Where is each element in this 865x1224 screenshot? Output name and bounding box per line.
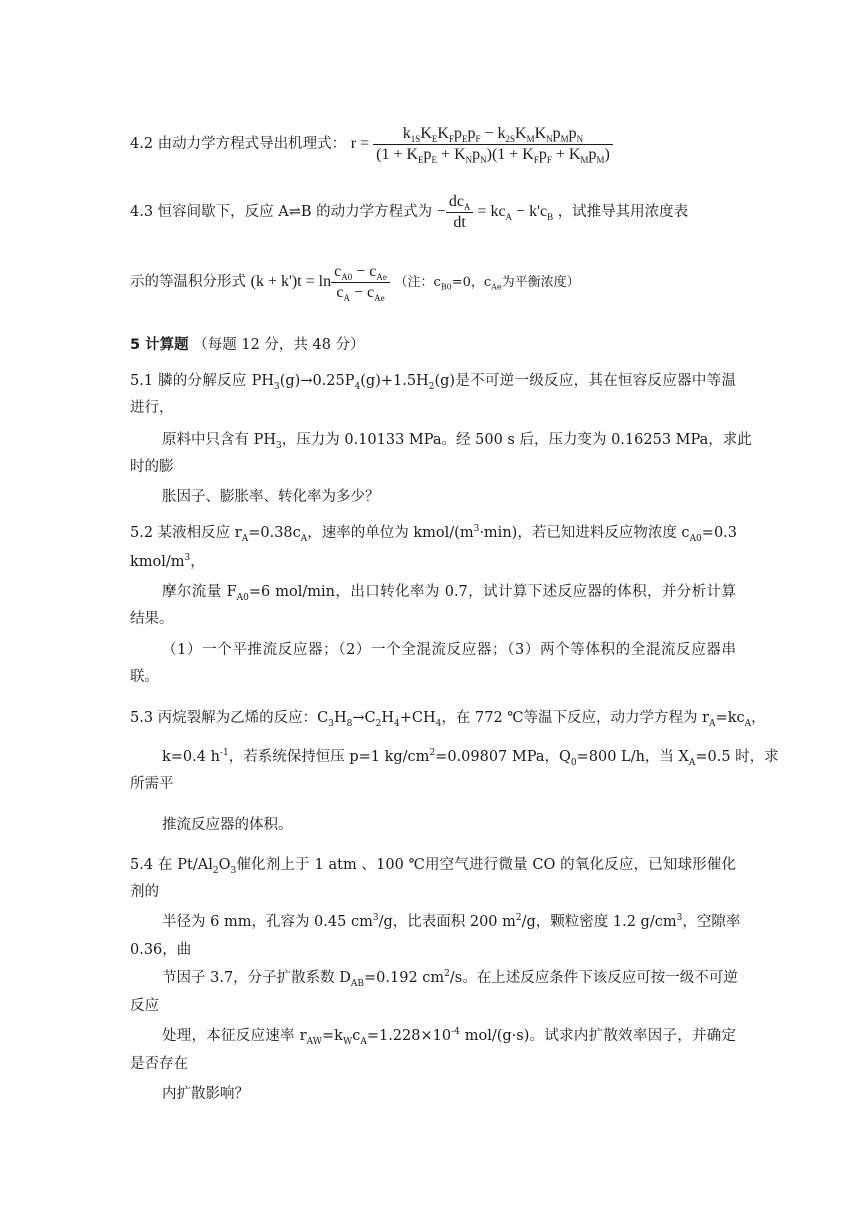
q54-line-5: 节因子 3.7，分子扩散系数 $D_{AB}=0.192$ $cm^2/s$。在上述反应条件下该反应可按一级不可逆 bbox=[162, 969, 738, 989]
q51-line-5: 胀因子、膨胀率、转化率为多少？ bbox=[162, 489, 380, 505]
q54-line-7: 处理，本征反应速率 $r_{AW}=k_Wc_A=1.228\times 10^{-4}$ mol/(g·s)。试求内扩散效率因子，并确定 bbox=[162, 1027, 736, 1047]
q54-line-2: 剂的 bbox=[130, 884, 159, 900]
q54-line-4: 0.36，曲 bbox=[130, 942, 192, 958]
q53-line-4: 推流反应器的体积。 bbox=[162, 817, 293, 833]
q54-line-3: 半径为 6 mm，孔容为 0.45 $cm^3/g$，比表面积 200 $m^2/g$，颗粒密度 1.2 $g/cm^3$，空隙率 bbox=[162, 913, 741, 930]
q52-line-1: 5.2 某液相反应 $r_A=0.38c_A$，速率的单位为 kmol/$(m^3\cdot\min)$，若已知进料反应物浓度 $c_{A0}=0.3$ bbox=[130, 524, 738, 544]
section5-subtitle: （每题 12 分，共 48 分） bbox=[193, 337, 365, 353]
section5-title: 5 计算题 bbox=[130, 337, 189, 353]
q43-tail: ，试推导其用浓度表 bbox=[557, 204, 689, 221]
q42-fraction bbox=[373, 124, 613, 165]
q42-lhs: r = bbox=[350, 135, 370, 153]
q51-line-4: 时的膨 bbox=[130, 459, 174, 475]
q52-line-2: kmol/$m^3$， bbox=[130, 553, 205, 570]
q54-line-6: 反应 bbox=[130, 998, 159, 1014]
q43-integral-form: (k + k')t = ln $\frac{c_{A0} - c_{Ae}}{c_A - c_{Ae}}$ bbox=[251, 273, 390, 290]
q43-line2-pre: 示的等温积分形式 bbox=[130, 274, 246, 291]
q52-line-3: 摩尔流量 $F_{A0}=6$ mol/min，出口转化率为 0.7，试计算下述反应器的体积，并分析计算 bbox=[162, 584, 736, 603]
q53-line-2: k=0.4 $h^{-1}$，若系统保持恒压 p=1 $kg/cm^2=0.09807$ MPa，$Q_0=800$ L/h，当 $X_A=0.5$ 时，求 bbox=[162, 748, 779, 768]
section5-heading bbox=[130, 335, 736, 355]
q51-line-3: 原料中只含有 $PH_3$，压力为 0.10133 MPa。经 500 s 后，压力变为 0.16253 MPa，求此 bbox=[162, 432, 752, 451]
q51-line-1: 5.1 膦的分解反应 $PH_3(g)\to 0.25P_4(g)+1.5H_2(g)$是不可逆一级反应，其在恒容反应器中等温 bbox=[130, 373, 736, 392]
q51-line-2: 进行， bbox=[130, 400, 174, 416]
q43-note: （注：$c_{B0}=0$，$c_{Ae}$为平衡浓度） bbox=[394, 275, 580, 292]
q54-line-1: 5.4 在 $Pt/Al_2O_3$催化剂上于 1 atm 、100 ℃用空气进行微量 CO 的氧化反应，已知球形催化 bbox=[130, 857, 736, 876]
q53-line-3: 所需平 bbox=[130, 776, 174, 792]
q42-numerator: $k_{1S}K_EK_Fp_Ep_F - k_{2S}K_MK_Np_Mp_N$ bbox=[373, 124, 613, 145]
q54-line-8: 是否存在 bbox=[130, 1056, 188, 1072]
q42-equation bbox=[350, 125, 613, 166]
q52-line-4: 结果。 bbox=[130, 611, 174, 627]
q42-denominator: $(1 + K_Ep_E + K_Np_N)(1 + K_Fp_F + K_Mp_M)$ bbox=[376, 146, 610, 166]
q42-line bbox=[130, 124, 736, 165]
q52-line-5: （1）一个平推流反应器；（2）一个全混流反应器；（3）两个等体积的全混流反应器串 bbox=[162, 642, 736, 658]
q42-label: 4.2 由动力学方程式导出机理式： bbox=[130, 136, 347, 153]
q43-rate-equation: − $\frac{dc_A}{dt}$ = $kc_A - k'c_B$ bbox=[436, 193, 554, 231]
q43-label: 4.3 恒容间歇下，反应 A⇌B 的动力学方程式为 bbox=[130, 204, 433, 221]
q43-line-1 bbox=[130, 192, 736, 233]
q54-line-9: 内扩散影响？ bbox=[162, 1086, 249, 1102]
q52-line-6: 联。 bbox=[130, 669, 159, 685]
q53-line-1: 5.3 丙烷裂解为乙烯的反应：$C_3H_8\to C_2H_4+CH_4$，在 772 ℃等温下反应，动力学方程为 $r_A=kc_A$， bbox=[130, 710, 766, 729]
q43-line-2 bbox=[130, 262, 736, 303]
